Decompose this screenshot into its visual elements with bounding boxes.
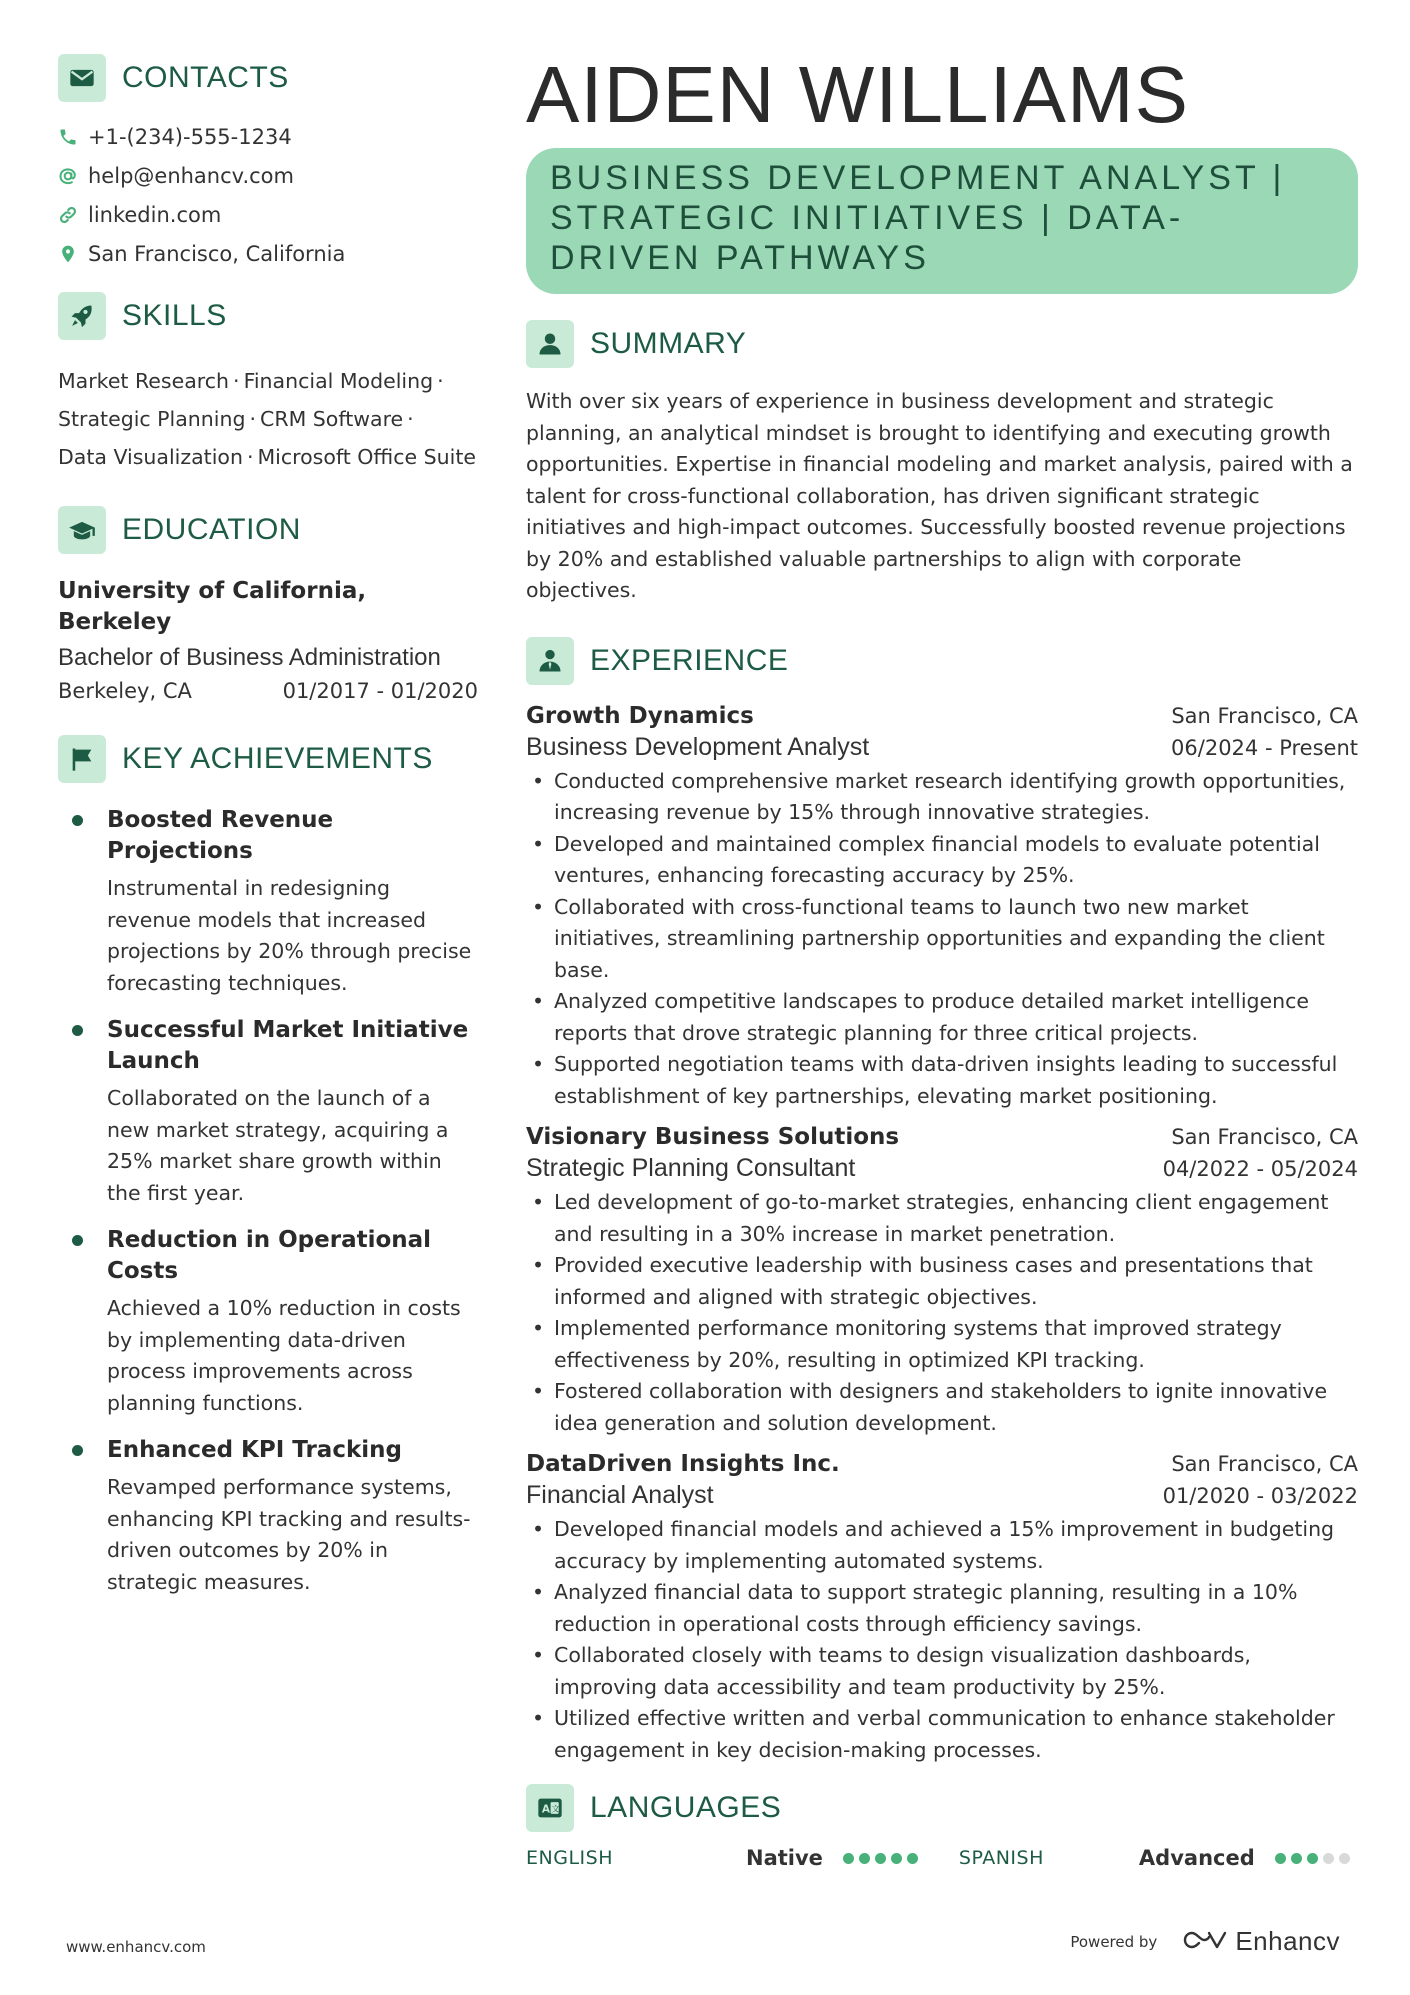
education-header (58, 506, 478, 554)
achievement-desc: Instrumental in redesigning revenue models that increased projections by 20% through precise forecasting techniques. (107, 876, 472, 995)
job-row (526, 733, 1358, 762)
job-bullets (526, 766, 1358, 1113)
job-role: Financial Analyst (526, 1481, 714, 1509)
section-title: SKILLS (122, 299, 227, 332)
job-company: Growth Dynamics (526, 702, 754, 729)
contact-location (58, 241, 478, 266)
summary-text: With over six years of experience in business development and strategic planning, an analytical mindset is brought to identifying and executing growth opportunities. Expertise in financial modeling and market analysis, paired with a talent for cross-functional collaboration, has driven significant strategic initiatives and high-impact outcomes. Successfully boosted revenue projections by 20% and established valuable partnerships to align with corporate objectives. (526, 389, 1353, 602)
skill-item: Market Research (58, 369, 230, 393)
achievement-item (58, 1015, 478, 1209)
job-location: San Francisco, CA (1171, 1125, 1358, 1149)
skills-line: Market Research · Financial Modeling · (58, 369, 444, 393)
skills-section (58, 292, 478, 476)
job-dates: 01/2020 - 03/2022 (1162, 1484, 1358, 1508)
phone-icon (58, 127, 78, 147)
job-row (526, 703, 1358, 729)
skill-item: Financial Modeling (243, 369, 434, 393)
contact-text: linkedin.com (88, 202, 222, 227)
achievement-desc: Collaborated on the launch of a new market strategy, acquiring a 25% market share growth within the first year. (107, 1086, 449, 1205)
education-dates: 01/2017 - 01/2020 (282, 679, 478, 703)
language-name: SPANISH (958, 1847, 1044, 1869)
language-level: Advanced (1138, 1846, 1255, 1870)
candidate-title: BUSINESS DEVELOPMENT ANALYST | STRATEGIC INITIATIVES | DATA-DRIVEN PATHWAYS (550, 159, 1286, 277)
job-bullet: • Fostered collaboration with designers and stakeholders to ignite innovative idea generation and solution development. (526, 1376, 1358, 1439)
job-role: Business Development Analyst (526, 732, 870, 761)
job-bullet: • Analyzed financial data to support strategic planning, resulting in a 10% reduction in operational costs through efficiency savings. (526, 1577, 1358, 1640)
svg-text:文: 文 (551, 1803, 560, 1814)
education-meta (58, 679, 478, 703)
envelope-icon (58, 54, 106, 102)
section-title: EXPERIENCE (590, 643, 789, 677)
achievement-desc: Achieved a 10% reduction in costs by implementing data-driven process improvements across planning functions. (107, 1296, 461, 1415)
languages-header (526, 1784, 1358, 1832)
location-pin-icon (58, 244, 78, 264)
rating-dot-filled (859, 1853, 870, 1864)
job-bullet: • Utilized effective written and verbal communication to enhance stakeholder engagement in key decision-making processes. (526, 1703, 1358, 1766)
job-bullet: • Collaborated with cross-functional teams to launch two new market initiatives, streamlining partnership opportunities and expanding the client base. (526, 892, 1358, 987)
rating-dot-empty (1339, 1853, 1350, 1864)
rating-dot-filled (875, 1853, 886, 1864)
section-title: LANGUAGES (590, 1791, 782, 1824)
contacts-header (58, 54, 478, 102)
section-title: SUMMARY (590, 327, 747, 360)
language-name: ENGLISH (526, 1847, 613, 1869)
achievement-title: Boosted Revenue Projections (107, 807, 334, 864)
flag-icon (58, 735, 106, 783)
skills-list (58, 362, 478, 476)
contact-text: San Francisco, California (88, 241, 346, 266)
powered-by-label: Powered by (1070, 1932, 1158, 1951)
education-school: University of California, Berkeley (58, 578, 367, 635)
contacts-section (58, 54, 478, 266)
job-bullet: • Conducted comprehensive market research identifying growth opportunities, increasing revenue by 15% through innovative strategies. (526, 766, 1358, 829)
job-row (526, 1451, 1358, 1477)
skills-header (58, 292, 478, 340)
job-bullet: • Led development of go-to-market strategies, enhancing client engagement and resulting in a 30% increase in market penetration. (526, 1187, 1358, 1250)
skill-item: Strategic Planning (58, 407, 246, 431)
achievement-item (58, 1225, 478, 1419)
achievement-item (58, 1435, 478, 1598)
bullet-icon (72, 1235, 83, 1246)
job-row (526, 1481, 1358, 1510)
job-bullet: • Developed and maintained complex financial models to evaluate potential ventures, enhancing forecasting accuracy by 25%. (526, 829, 1358, 892)
job-bullet: • Analyzed competitive landscapes to produce detailed market intelligence reports that drove strategic planning for three critical projects. (526, 986, 1358, 1049)
job-bullet: • Collaborated closely with teams to design visualization dashboards, improving data accessibility and team productivity by 25%. (526, 1640, 1358, 1703)
job-location: San Francisco, CA (1171, 703, 1358, 728)
job-row (526, 1154, 1358, 1183)
skill-item: Data Visualization (58, 445, 243, 469)
skill-item: Microsoft Office Suite (257, 445, 476, 469)
education-degree: Bachelor of Business Administration (58, 644, 441, 671)
job-entry (526, 1124, 1358, 1439)
job-company: Visionary Business Solutions (526, 1124, 900, 1150)
rating-dot-filled (1275, 1853, 1286, 1864)
experience-header (526, 637, 1358, 685)
achievement-title: Reduction in Operational Costs (107, 1227, 432, 1284)
experience-section (526, 637, 1358, 1767)
right-column (526, 50, 1358, 1870)
job-entry (526, 703, 1358, 1113)
bullet-icon (72, 1025, 83, 1036)
language-rating (843, 1853, 959, 1864)
rating-dot-empty (1323, 1853, 1334, 1864)
translate-icon (526, 1784, 574, 1832)
rating-dot-filled (907, 1853, 918, 1864)
job-row (526, 1124, 1358, 1150)
rating-dot-filled (843, 1853, 854, 1864)
job-company: DataDriven Insights Inc. (526, 1451, 840, 1477)
contact-email[interactable] (58, 163, 478, 188)
language-rating (1275, 1853, 1355, 1864)
language-level: Native (746, 1846, 823, 1870)
rating-dot-filled (1291, 1853, 1302, 1864)
job-role: Strategic Planning Consultant (526, 1154, 856, 1182)
achievement-title: Successful Market Initiative Launch (107, 1017, 469, 1074)
education-location: Berkeley, CA (58, 679, 192, 703)
summary-section (526, 320, 1358, 607)
graduation-cap-icon (58, 506, 106, 554)
languages-list (526, 1846, 1358, 1870)
skill-item: CRM Software (260, 407, 404, 431)
contact-phone[interactable] (58, 124, 478, 149)
skills-line: Data Visualization · Microsoft Office Suite (58, 445, 476, 469)
contact-linkedin[interactable] (58, 202, 478, 227)
contact-text: help@enhancv.com (88, 163, 294, 188)
job-entry (526, 1451, 1358, 1766)
job-bullet: • Implemented performance monitoring systems that improved strategy effectiveness by 20%, resulting in optimized KPI tracking. (526, 1313, 1358, 1376)
achievements-section (58, 735, 478, 1598)
achievement-desc: Revamped performance systems, enhancing KPI tracking and results-driven outcomes by 20% in strategic measures. (107, 1475, 471, 1594)
bullet-icon (72, 1445, 83, 1456)
summary-header (526, 320, 1358, 368)
job-dates: 04/2022 - 05/2024 (1162, 1157, 1358, 1181)
link-icon (58, 205, 78, 225)
left-column (58, 54, 478, 1614)
enhancv-logo-icon (1181, 1928, 1227, 1956)
section-title: CONTACTS (122, 61, 289, 94)
section-title: KEY ACHIEVEMENTS (122, 742, 433, 775)
job-bullet: • Developed financial models and achieved a 15% improvement in budgeting accuracy by implementing automated systems. (526, 1514, 1358, 1577)
achievement-title: Enhanced KPI Tracking (107, 1437, 402, 1463)
title-banner (526, 148, 1358, 294)
briefcase-user-icon (526, 637, 574, 685)
achievements-header (58, 735, 478, 783)
rating-dot-filled (891, 1853, 902, 1864)
job-bullets (526, 1514, 1358, 1766)
education-section (58, 506, 478, 703)
job-bullets (526, 1187, 1358, 1439)
skills-line: Strategic Planning · CRM Software · (58, 407, 414, 431)
footer-brand[interactable] (1070, 1926, 1340, 1957)
section-title: EDUCATION (122, 513, 301, 546)
bullet-icon (72, 815, 83, 826)
achievement-item (58, 805, 478, 999)
rating-dot-filled (1307, 1853, 1318, 1864)
job-bullet: • Provided executive leadership with business cases and presentations that informed and aligned with strategic objectives. (526, 1250, 1358, 1313)
job-dates: 06/2024 - Present (1171, 735, 1358, 760)
svg-text:A: A (541, 1803, 550, 1816)
job-bullet: • Supported negotiation teams with data-driven insights leading to successful establishment of key partnerships, elevating market positioning. (526, 1049, 1358, 1112)
footer-website[interactable]: www.enhancv.com (66, 1938, 206, 1956)
rocket-icon (58, 292, 106, 340)
user-icon (526, 320, 574, 368)
candidate-name: AIDEN WILLIAMS (526, 50, 1190, 139)
languages-section (526, 1784, 1358, 1870)
job-location: San Francisco, CA (1171, 1452, 1358, 1476)
at-icon (58, 166, 78, 186)
contact-text: +1-(234)-555-1234 (88, 124, 292, 149)
brand-name: Enhancv (1235, 1926, 1340, 1956)
